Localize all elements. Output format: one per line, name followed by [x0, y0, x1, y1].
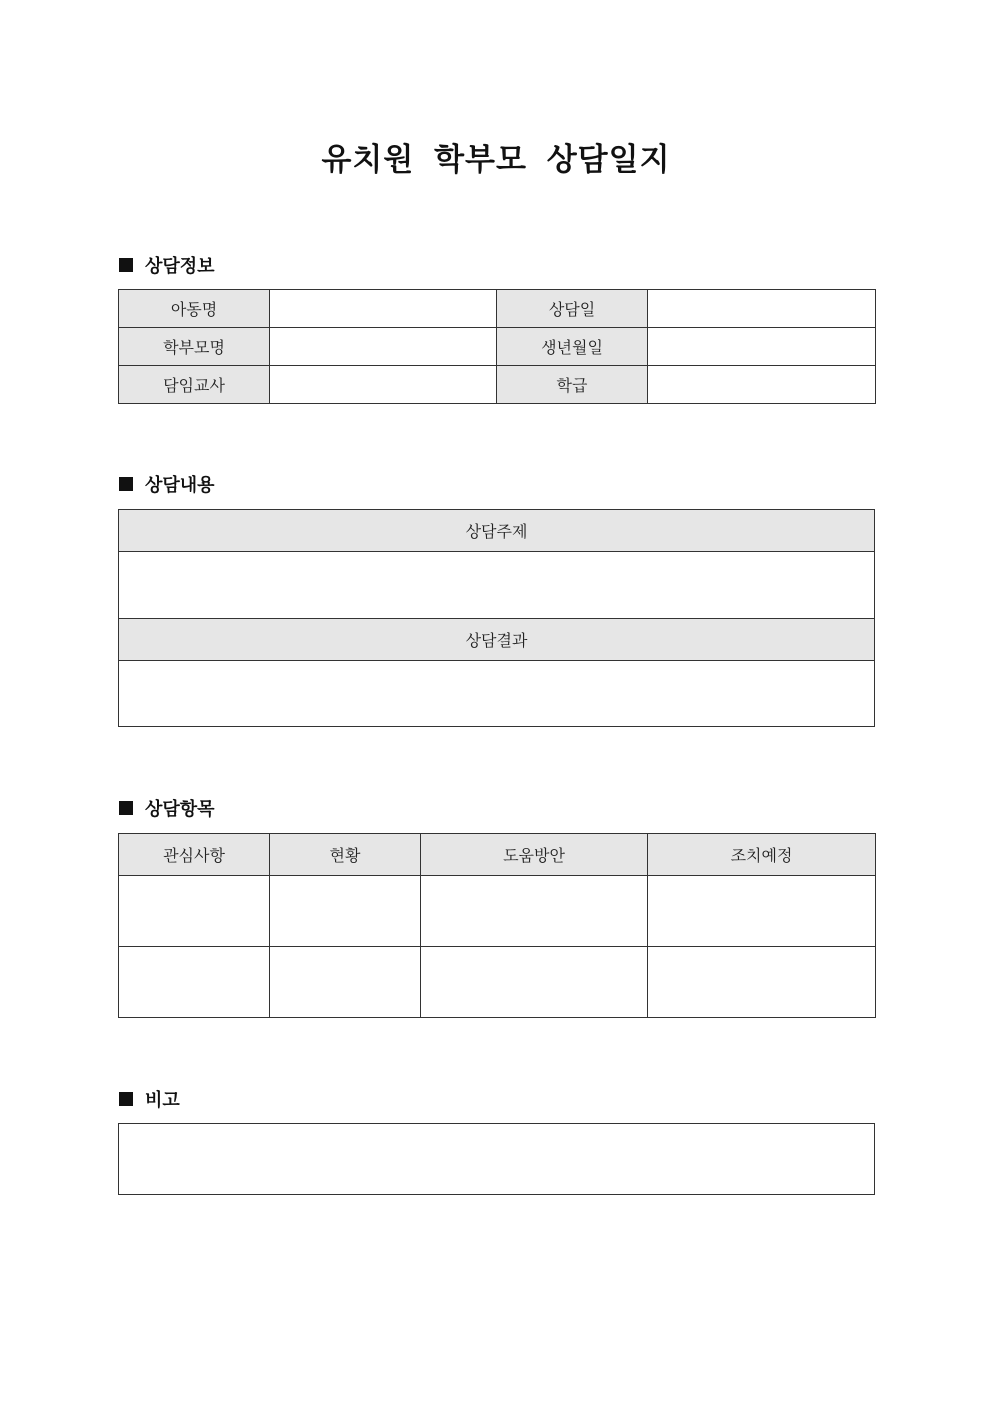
square-bullet-icon	[119, 801, 133, 815]
square-bullet-icon	[119, 1092, 133, 1106]
result-label: 상담결과	[119, 619, 875, 661]
section-heading-label: 상담항목	[145, 799, 215, 820]
action-cell[interactable]	[648, 876, 876, 947]
consult-date-label: 상담일	[497, 290, 648, 328]
table-row	[119, 290, 876, 328]
column-header-support: 도움방안	[421, 834, 648, 876]
section-heading-items	[119, 796, 215, 820]
class-label: 학급	[497, 366, 648, 404]
section-heading-remarks	[119, 1087, 180, 1111]
concern-cell[interactable]	[119, 947, 270, 1018]
table-row	[119, 510, 875, 552]
table-row	[119, 1124, 875, 1195]
status-cell[interactable]	[270, 876, 421, 947]
table-row	[119, 619, 875, 661]
info-table	[118, 289, 876, 404]
section-heading-label: 비고	[145, 1090, 180, 1111]
action-cell[interactable]	[648, 947, 876, 1018]
table-row	[119, 552, 875, 619]
remarks-field[interactable]	[119, 1124, 875, 1195]
topic-label: 상담주제	[119, 510, 875, 552]
column-header-concern: 관심사항	[119, 834, 270, 876]
topic-field[interactable]	[119, 552, 875, 619]
column-header-action: 조치예정	[648, 834, 876, 876]
table-header-row	[119, 834, 876, 876]
square-bullet-icon	[119, 258, 133, 272]
parent-name-field[interactable]	[270, 328, 497, 366]
section-heading-label: 상담정보	[145, 256, 215, 277]
concern-cell[interactable]	[119, 876, 270, 947]
table-row	[119, 366, 876, 404]
birth-date-label: 생년월일	[497, 328, 648, 366]
table-row	[119, 947, 876, 1018]
section-heading-info	[119, 253, 215, 277]
teacher-label: 담임교사	[119, 366, 270, 404]
table-row	[119, 328, 876, 366]
support-cell[interactable]	[421, 876, 648, 947]
status-cell[interactable]	[270, 947, 421, 1018]
square-bullet-icon	[119, 477, 133, 491]
birth-date-field[interactable]	[648, 328, 876, 366]
result-field[interactable]	[119, 661, 875, 727]
parent-name-label: 학부모명	[119, 328, 270, 366]
section-heading-content	[119, 472, 215, 496]
consult-date-field[interactable]	[648, 290, 876, 328]
table-row	[119, 876, 876, 947]
table-row	[119, 661, 875, 727]
section-heading-label: 상담내용	[145, 475, 215, 496]
teacher-field[interactable]	[270, 366, 497, 404]
items-table	[118, 833, 876, 1018]
child-name-field[interactable]	[270, 290, 497, 328]
class-field[interactable]	[648, 366, 876, 404]
content-table	[118, 509, 875, 727]
child-name-label: 아동명	[119, 290, 270, 328]
remarks-table	[118, 1123, 875, 1195]
column-header-status: 현황	[270, 834, 421, 876]
support-cell[interactable]	[421, 947, 648, 1018]
page-title: 유치원 학부모 상담일지	[321, 142, 671, 178]
